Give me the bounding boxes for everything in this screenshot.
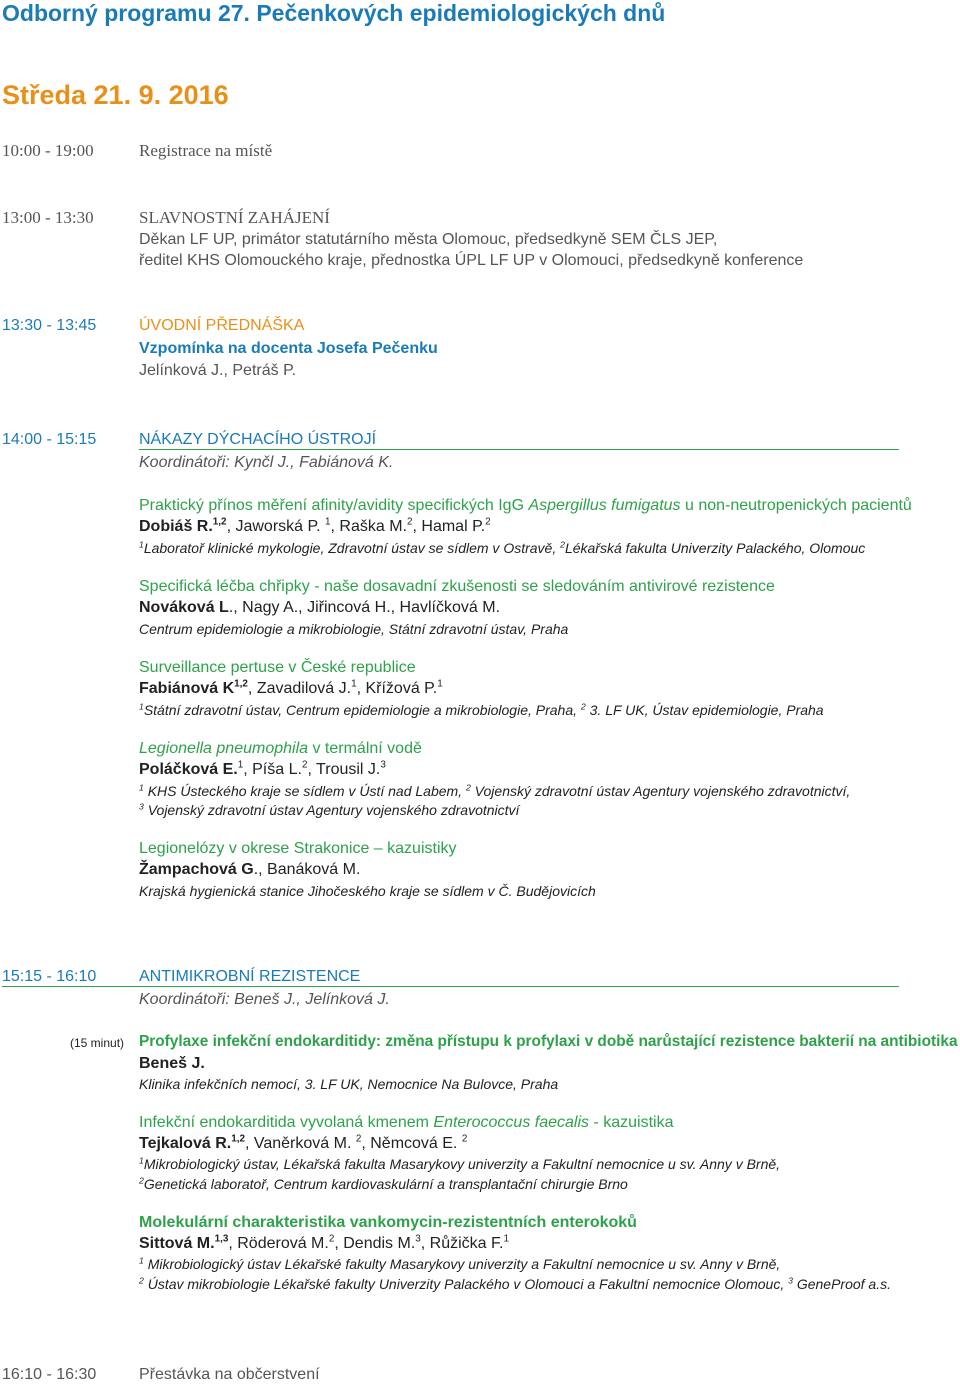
talk-authors: Sittová M.$^{1,3}$, Röderová M.$^2$, Dendis M.$^3$, Růžička F.$^1$ — [139, 1233, 509, 1252]
talk-title: Surveillance pertuse v České republice — [139, 659, 416, 676]
talk-affiliation: Krajská hygienická stanice Jihočeského kraje se sídlem v Č. Budějovicích — [139, 883, 596, 899]
day-heading: Středa 21. 9. 2016 — [2, 80, 229, 110]
talk-authors: Dobiáš R.$^{1,2}$, Jaworská P. $^1$, Raška M.$^2$, Hamal P.$^2$ — [139, 516, 491, 535]
talk-authors: Žampachová G., Banáková M. — [139, 861, 361, 878]
talk-affiliation: $^1$Laboratoř klinické mykologie, Zdravotní ústav se sídlem v Ostravě, $^2$Lékařská fakulta Univerzity Palackého, Olomouc — [139, 539, 866, 556]
talk-affiliation: $^1$Státní zdravotní ústav, Centrum epidemiologie a mikrobiologie, Praha, $^2$ 3. LF UK, Ústav epidemiologie, Praha — [139, 701, 824, 718]
session2-time: 15:15 - 16:10 — [2, 968, 97, 985]
talk-title: Legionella pneumophila v termální vodě — [139, 740, 422, 757]
talk-affiliation: Klinika infekčních nemocí, 3. LF UK, Nemocnice Na Bulovce, Praha — [139, 1076, 559, 1092]
session2-title: ANTIMIKROBNÍ REZISTENCE — [139, 968, 361, 985]
intro-authors: Jelínková J., Petráš P. — [139, 362, 297, 379]
pause-time: 16:10 - 16:30 — [2, 1366, 97, 1383]
talk-duration: (15 minut) — [70, 1036, 125, 1050]
opening-line-2: ředitel KHS Olomouckého kraje, přednostka ÚPL LF UP v Olomouci, předsedkyně konference — [139, 252, 804, 269]
session1-coordinators: Koordinátoři: Kynčl J., Fabiánová K. — [139, 454, 394, 471]
opening-time: 13:00 - 13:30 — [2, 208, 94, 227]
talk-affiliation: $^1$ KHS Ústeckého kraje se sídlem v Ústí nad Labem, $^2$ Vojenský zdravotní ústav Agentury vojenského zdravotnictví, — [139, 782, 851, 799]
session1-divider — [139, 449, 899, 450]
talk-affiliation: $^1$ Mikrobiologický ústav Lékařské fakulty Masarykovy univerzity a Fakultní nemocnice u sv. Anny v Brně, — [139, 1255, 781, 1272]
talk-title: Profylaxe infekční endokarditidy: změna přístupu k profylaxi v době narůstající rezistence bakterií na antibiotika — [139, 1033, 958, 1050]
talk-authors: Beneš J. — [139, 1055, 205, 1072]
talk-affiliation: $^3$ Vojenský zdravotní ústav Agentury vojenského zdravotnictví — [139, 801, 520, 818]
session2-coordinators: Koordinátoři: Beneš J., Jelínková J. — [139, 991, 390, 1008]
talk-title: Praktický přínos měření afinity/avidity specifických IgG Aspergillus fumigatus u non-neutropenických pacientů — [139, 497, 912, 514]
intro-time: 13:30 - 13:45 — [2, 317, 97, 334]
session1-title: NÁKAZY DÝCHACÍHO ÚSTROJÍ — [139, 431, 377, 448]
intro-title: ÚVODNÍ PŘEDNÁŠKA — [139, 317, 305, 334]
talk-authors: Nováková L., Nagy A., Jiřincová H., Havlíčková M. — [139, 599, 501, 616]
talk-affiliation: Centrum epidemiologie a mikrobiologie, Státní zdravotní ústav, Praha — [139, 621, 569, 637]
talk-affiliation: $^1$Mikrobiologický ústav, Lékařská fakulta Masarykovy univerzity a Fakultní nemocnice u sv. Anny v Brně, — [139, 1155, 781, 1172]
opening-title: SLAVNOSTNÍ ZAHÁJENÍ — [139, 208, 330, 227]
registration-time: 10:00 - 19:00 — [2, 141, 94, 160]
talk-affiliation: $^2$ Ústav mikrobiologie Lékařské fakulty Univerzity Palackého v Olomouci a Fakultní nemocnice Olomouc, $^3$ GeneProof a.s. — [139, 1275, 891, 1292]
pause-label: Přestávka na občerstvení — [139, 1366, 320, 1383]
program-title: Odborný programu 27. Pečenkových epidemiologických dnů — [2, 0, 666, 26]
session2-divider — [2, 986, 899, 987]
talk-title: Specifická léčba chřipky - naše dosavadní zkušenosti se sledováním antivirové rezistence — [139, 578, 775, 595]
intro-subtitle: Vzpomínka na docenta Josefa Pečenku — [139, 340, 438, 357]
talk-title: Molekulární charakteristika vankomycin-rezistentních enterokoků — [139, 1214, 637, 1231]
talk-affiliation: $^2$Genetická laboratoř, Centrum kardiovaskulární a transplantační chirurgie Brno — [139, 1175, 628, 1192]
registration-label: Registrace na místě — [139, 141, 273, 160]
opening-line-1: Děkan LF UP, primátor statutárního města Olomouc, předsedkyně SEM ČLS JEP, — [139, 231, 718, 248]
talk-authors: Fabiánová K$^{1,2}$, Zavadilová J.$^1$, Křížová P.$^1$ — [139, 678, 443, 697]
talk-authors: Poláčková E.$^1$, Píša L.$^2$, Trousil J.$^3$ — [139, 759, 386, 778]
session1-time: 14:00 - 15:15 — [2, 431, 97, 448]
talk-title: Infekční endokarditida vyvolaná kmenem Enterococcus faecalis - kazuistika — [139, 1114, 674, 1131]
talk-title: Legionelózy v okrese Strakonice – kazuistiky — [139, 840, 457, 857]
talk-authors: Tejkalová R.$^{1,2}$, Vaněrková M. $^2$, Němcová E. $^2$ — [139, 1133, 468, 1152]
